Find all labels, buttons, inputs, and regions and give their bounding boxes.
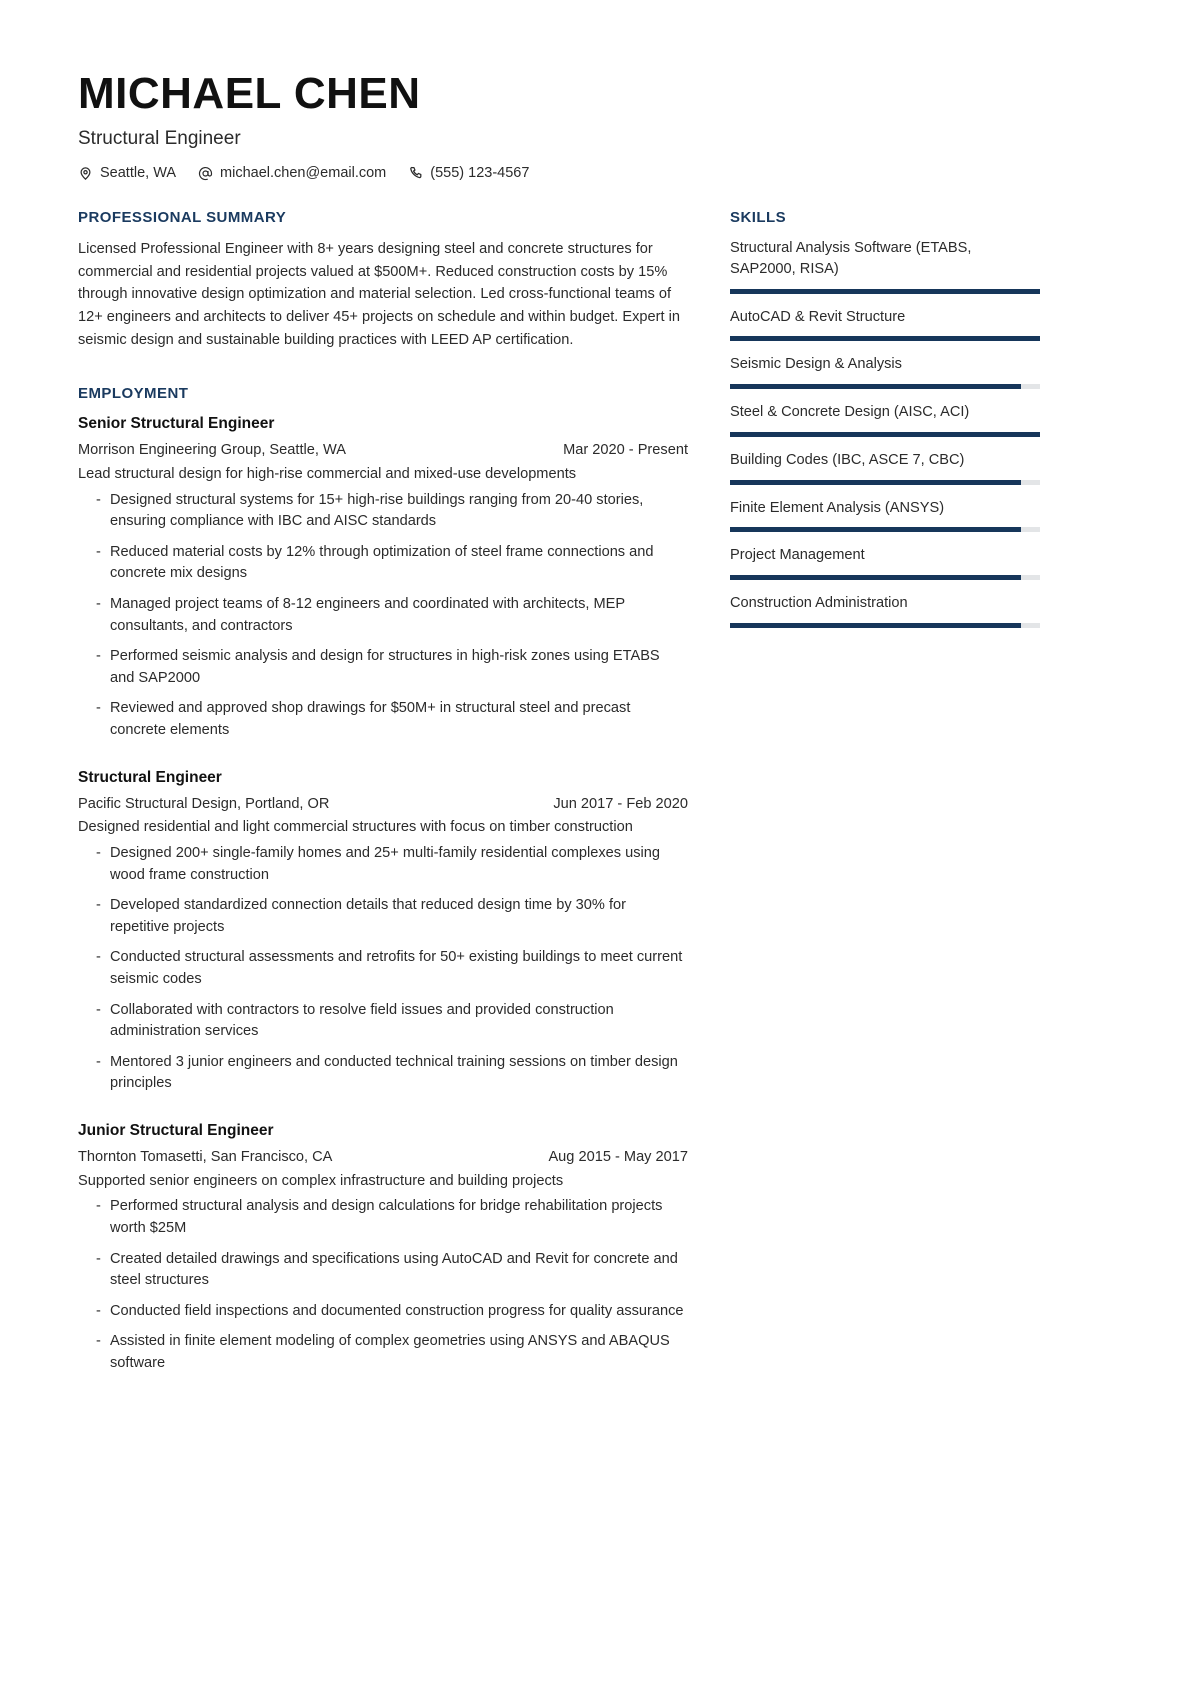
skill-level-track <box>730 336 1040 341</box>
section-professional-summary <box>78 209 688 351</box>
job-description: Designed residential and light commercial structures with focus on timber construction <box>78 819 633 836</box>
job-title: Junior Structural Engineer <box>78 1122 274 1140</box>
section-employment <box>78 385 688 1374</box>
location-pin-icon <box>78 166 93 181</box>
skill-label: Steel & Concrete Design (AISC, ACI) <box>730 404 970 421</box>
skill-item <box>730 498 1040 533</box>
skill-item <box>730 545 1040 580</box>
section-skills <box>730 209 1040 627</box>
main-column <box>78 209 688 1380</box>
skill-label: Structural Analysis Software (ETABS, SAP2000, RISA) <box>730 240 972 277</box>
job-dates: Mar 2020 - Present <box>563 442 688 459</box>
skill-item <box>730 402 1040 437</box>
resume-header <box>78 70 1040 181</box>
contact-row <box>78 165 1040 181</box>
job-meta <box>78 1147 688 1167</box>
candidate-job-title: Structural Engineer <box>78 128 241 150</box>
employment-entry <box>78 768 688 1095</box>
job-company: Thornton Tomasetti, San Francisco, CA <box>78 1149 333 1166</box>
skill-label: Construction Administration <box>730 594 908 611</box>
skill-level-fill <box>730 432 1040 437</box>
job-bullet: - Designed 200+ single-family homes and 25+ multi-family residential complexes using wood frame construction <box>78 843 688 886</box>
skill-label: Project Management <box>730 547 865 564</box>
skill-label: Building Codes (IBC, ASCE 7, CBC) <box>730 451 965 468</box>
skill-level-fill <box>730 384 1021 389</box>
employment-entry <box>78 1121 688 1375</box>
at-sign-icon <box>198 166 213 181</box>
resume-body <box>78 209 1040 1380</box>
skill-level-track <box>730 575 1040 580</box>
job-company: Morrison Engineering Group, Seattle, WA <box>78 442 346 459</box>
job-bullet: - Assisted in finite element modeling of complex geometries using ANSYS and ABAQUS software <box>78 1331 688 1374</box>
skill-level-fill <box>730 336 1040 341</box>
contact-email <box>198 165 386 181</box>
skill-label: Seismic Design & Analysis <box>730 356 902 373</box>
job-meta <box>78 794 688 814</box>
skills-list <box>730 238 1040 627</box>
summary-heading: PROFESSIONAL SUMMARY <box>78 209 287 227</box>
skill-item <box>730 450 1040 485</box>
contact-email-text: michael.chen@email.com <box>220 165 387 182</box>
skill-item <box>730 238 1040 293</box>
candidate-name: MICHAEL CHEN <box>78 69 421 118</box>
skill-level-track <box>730 527 1040 532</box>
skill-level-track <box>730 480 1040 485</box>
skill-level-track <box>730 432 1040 437</box>
skill-level-fill <box>730 575 1021 580</box>
job-company: Pacific Structural Design, Portland, OR <box>78 795 330 812</box>
skill-level-track <box>730 289 1040 294</box>
job-bullet: - Managed project teams of 8-12 engineers and coordinated with architects, MEP consultants, and contractors <box>78 594 688 637</box>
job-bullet: - Performed seismic analysis and design for structures in high-risk zones using ETABS and SAP2000 <box>78 646 688 689</box>
skill-level-track <box>730 623 1040 628</box>
job-description: Supported senior engineers on complex infrastructure and building projects <box>78 1172 564 1189</box>
employment-list <box>78 414 688 1374</box>
job-description: Lead structural design for high-rise commercial and mixed-use developments <box>78 465 577 482</box>
job-title: Structural Engineer <box>78 768 222 786</box>
job-dates: Jun 2017 - Feb 2020 <box>553 795 688 812</box>
job-bullet: - Performed structural analysis and design calculations for bridge rehabilitation projects worth $25M <box>78 1196 688 1239</box>
job-bullet: - Developed standardized connection details that reduced design time by 30% for repetitive projects <box>78 895 688 938</box>
job-bullet-list <box>78 843 688 1095</box>
job-bullet: - Conducted field inspections and documented construction progress for quality assurance <box>78 1301 688 1323</box>
job-bullet: - Reviewed and approved shop drawings for $50M+ in structural steel and precast concrete elements <box>78 698 688 741</box>
job-bullet: - Mentored 3 junior engineers and conducted technical training sessions on timber design principles <box>78 1052 688 1095</box>
phone-icon <box>408 166 423 181</box>
skill-level-fill <box>730 527 1021 532</box>
skill-level-track <box>730 384 1040 389</box>
job-bullet: - Reduced material costs by 12% through optimization of steel frame connections and concrete mix designs <box>78 542 688 585</box>
job-bullet: - Collaborated with contractors to resolve field issues and provided construction administration services <box>78 1000 688 1043</box>
skill-item <box>730 354 1040 389</box>
job-meta <box>78 440 688 460</box>
job-title: Senior Structural Engineer <box>78 415 275 433</box>
skill-item <box>730 593 1040 628</box>
job-bullet-list <box>78 490 688 742</box>
skill-level-fill <box>730 623 1021 628</box>
job-bullet: - Designed structural systems for 15+ high-rise buildings ranging from 20-40 stories, ensuring compliance with IBC and AISC standards <box>78 490 688 533</box>
contact-location-text: Seattle, WA <box>100 165 177 182</box>
skill-label: Finite Element Analysis (ANSYS) <box>730 499 945 516</box>
job-dates: Aug 2015 - May 2017 <box>548 1149 688 1166</box>
job-bullet: - Conducted structural assessments and retrofits for 50+ existing buildings to meet current seismic codes <box>78 947 688 990</box>
summary-text: Licensed Professional Engineer with 8+ years designing steel and concrete structures for commercial and residential projects valued at $500M+. Reduced construction costs by 15% through innovative design optimization and material selection. Led cross-functional teams of 12+ engineers and architects to deliver 45+ projects on schedule and within budget. Expert in seismic design and sustainable building practices with LEED AP certification. <box>78 241 680 348</box>
contact-phone-text: (555) 123-4567 <box>430 165 530 182</box>
contact-location <box>78 165 176 181</box>
skill-level-fill <box>730 289 1040 294</box>
skills-heading: SKILLS <box>730 209 787 227</box>
skills-column <box>730 209 1040 640</box>
skill-item <box>730 307 1040 342</box>
employment-entry <box>78 414 688 741</box>
job-bullet: - Created detailed drawings and specifications using AutoCAD and Revit for concrete and steel structures <box>78 1249 688 1292</box>
employment-heading: EMPLOYMENT <box>78 385 189 403</box>
skill-label: AutoCAD & Revit Structure <box>730 308 906 325</box>
contact-phone <box>408 165 529 181</box>
job-bullet-list <box>78 1196 688 1374</box>
skill-level-fill <box>730 480 1021 485</box>
